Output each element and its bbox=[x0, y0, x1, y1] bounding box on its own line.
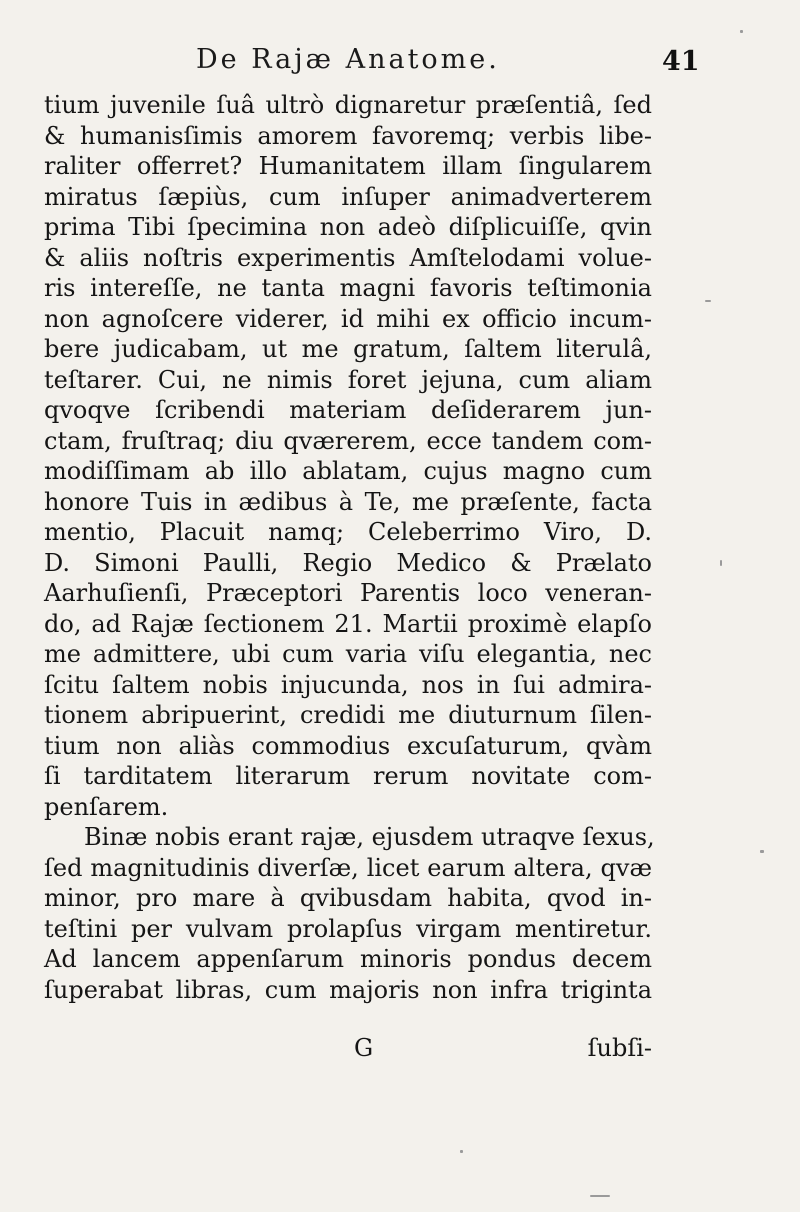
paper-speck bbox=[460, 1150, 463, 1153]
paper-speck bbox=[760, 850, 764, 853]
text-line: miratus ſæpiùs, cum inſuper animadverterem bbox=[44, 182, 652, 211]
text-line: & aliis noſtris experimentis Amſtelodami volue- bbox=[44, 243, 652, 272]
text-line: raliter offerret? Humanitatem illam ſingularem bbox=[44, 152, 652, 180]
text-line: ſuperabat libras, cum majoris non infra triginta bbox=[44, 975, 652, 1004]
text-line: do, ad Rajæ ſectionem 21. Martii proximè elapſo bbox=[44, 609, 652, 638]
text-line: tionem abripuerint, credidi me diuturnum ſilen- bbox=[44, 701, 652, 729]
paper-speck bbox=[705, 300, 711, 302]
paper-speck bbox=[590, 1195, 610, 1197]
text-line: ris intereſſe, ne tanta magni favoris teſtimonia bbox=[44, 274, 652, 302]
page-number: 41 bbox=[662, 46, 700, 77]
page-header bbox=[46, 42, 700, 82]
signature-mark: G bbox=[354, 1034, 374, 1062]
text-line: honore Tuis in ædibus à Te, me præſente, facta bbox=[44, 487, 652, 516]
text-line: qvoqve ſcribendi materiam deſiderarem jun- bbox=[44, 396, 652, 424]
page-footer bbox=[44, 1034, 652, 1066]
body-text bbox=[44, 90, 655, 1005]
text-line: ſcitu ſaltem nobis injucunda, nos in ſui admira- bbox=[44, 670, 652, 699]
text-line: D. Simoni Paulli, Regio Medico & Prælato bbox=[44, 548, 652, 577]
text-line: teſtini per vulvam prolapſus virgam mentiretur. bbox=[44, 914, 652, 943]
text-line: Ad lancem appenſarum minoris pondus decem bbox=[44, 945, 652, 973]
text-line: & humanisſimis amorem favoremq; verbis libe- bbox=[44, 121, 652, 150]
paper-speck bbox=[720, 560, 722, 566]
catchword: ſubſi- bbox=[587, 1034, 652, 1062]
text-line: minor, pro mare à qvibusdam habita, qvod in- bbox=[44, 884, 652, 912]
paper-speck bbox=[740, 30, 743, 33]
text-line: ctam, fruſtraq; diu qværerem, ecce tandem com- bbox=[44, 426, 652, 455]
text-line: modiſſimam ab illo ablatam, cujus magno cum bbox=[44, 457, 652, 485]
text-line: non agnoſcere viderer, id mihi ex officio incum- bbox=[44, 304, 652, 333]
text-line: prima Tibi ſpecimina non adeò diſplicuiſſe, qvin bbox=[44, 213, 652, 241]
paragraph-end-line: penſarem. bbox=[44, 792, 169, 821]
text-line: teſtarer. Cui, ne nimis foret jejuna, cum aliam bbox=[44, 365, 652, 394]
text-line: Aarhuſienſi, Præceptori Parentis loco veneran- bbox=[44, 579, 652, 607]
text-line: mentio, Placuit namq; Celeberrimo Viro, D. bbox=[44, 518, 652, 546]
text-line: ſi tarditatem literarum rerum novitate com- bbox=[44, 762, 652, 790]
text-line: tium non aliàs commodius excuſaturum, qvàm bbox=[44, 731, 652, 760]
text-line: bere judicabam, ut me gratum, ſaltem literulâ, bbox=[44, 335, 652, 363]
running-head: De Rajæ Anatome. bbox=[196, 44, 500, 75]
text-line: tium juvenile ſuâ ultrò dignaretur præſentiâ, ſed bbox=[44, 91, 652, 119]
text-line: me admittere, ubi cum varia viſu elegantia, nec bbox=[44, 640, 652, 668]
paragraph-start-line: Binæ nobis erant rajæ, ejusdem utraqve ſexus, bbox=[84, 823, 655, 851]
text-line: ſed magnitudinis diverſæ, licet earum altera, qvæ bbox=[44, 853, 652, 882]
